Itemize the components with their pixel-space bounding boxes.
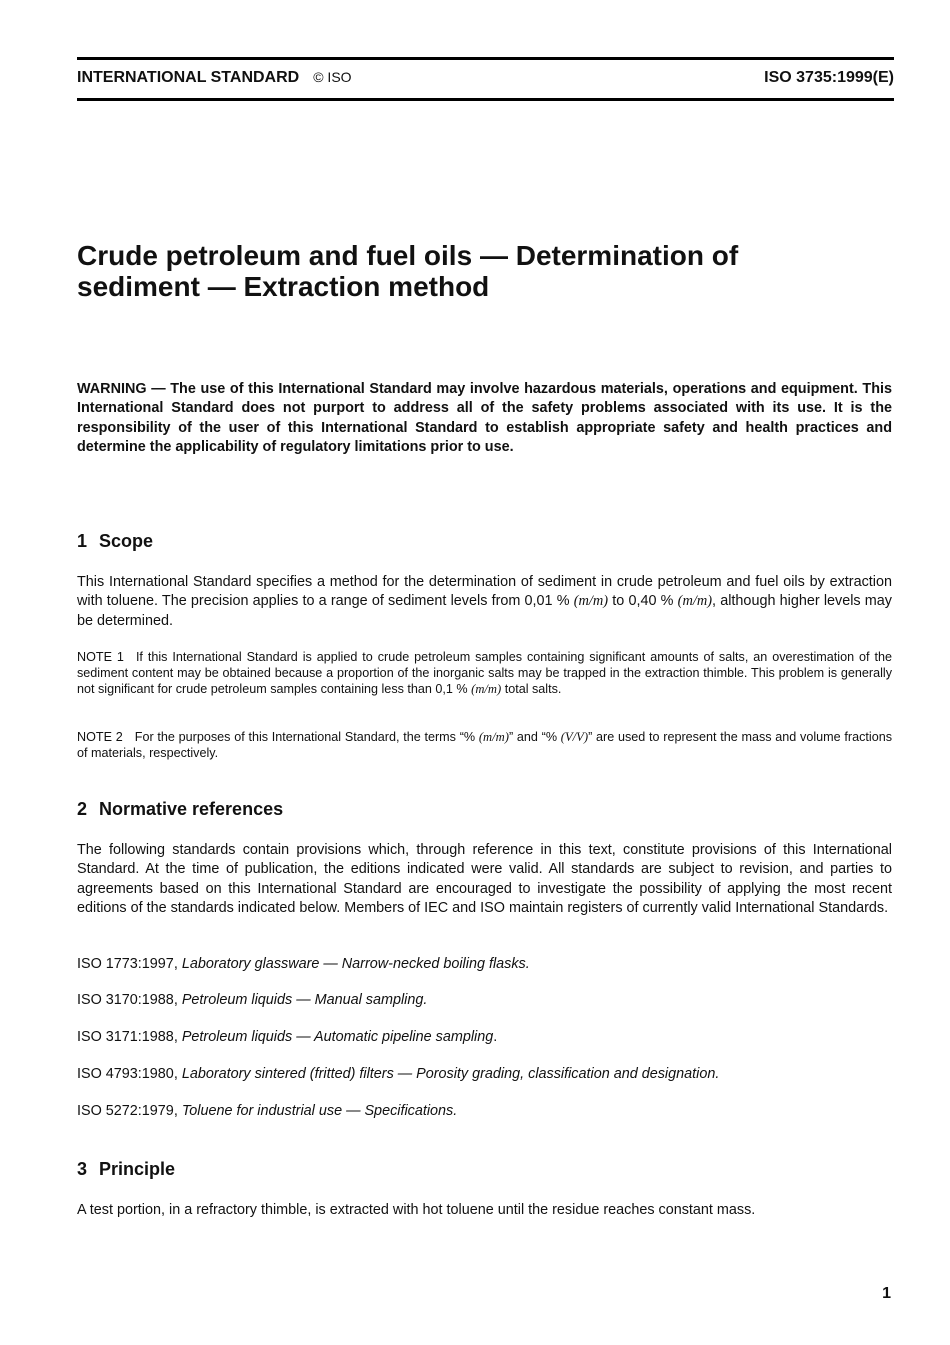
section-3-number: 3 [77, 1159, 88, 1179]
page-number: 1 [882, 1285, 891, 1302]
header-bottom-rule [77, 98, 894, 101]
section-3-title: Principle [99, 1159, 176, 1179]
reference-item: ISO 4793:1980, Laboratory sintered (fritted) filters — Porosity grading, classification and designation. [77, 1066, 720, 1082]
section-1-heading [77, 531, 153, 552]
section-1-title: Scope [99, 531, 154, 551]
note-1: NOTE 1 If this International Standard is applied to crude petroleum samples containing significant amounts of salts, an overestimation of the sediment content may be obtained because a proportion of the inorganic salts may be trapped in the extraction thimble. This problem is generally not significant for crude petroleum samples containing less than 0,1 % (m/m) total salts. [77, 650, 892, 696]
note-2-label: NOTE 2 [77, 730, 123, 744]
reference-item: ISO 5272:1979, Toluene for industrial use — Specifications. [77, 1103, 458, 1119]
header-top-rule [77, 57, 894, 60]
reference-item: ISO 1773:1997, Laboratory glassware — Narrow-necked boiling flasks. [77, 956, 530, 972]
reference-item: ISO 3171:1988, Petroleum liquids — Automatic pipeline sampling. [77, 1029, 498, 1045]
document-page [77, 0, 894, 1345]
section-2-heading [77, 799, 283, 820]
header-standard-number: ISO 3735:1999(E) [764, 69, 894, 86]
title-line-1: Crude petroleum and fuel oils — Determination of [77, 240, 739, 271]
section-1-number: 1 [77, 531, 88, 551]
section-3-heading [77, 1159, 175, 1180]
note-1-label: NOTE 1 [77, 650, 124, 664]
note-2: NOTE 2 For the purposes of this International Standard, the terms “% (m/m)” and “% (V/V)” are used to represent the mass and volume fractions of materials, respectively. [77, 730, 893, 760]
running-header [77, 69, 894, 91]
header-standard-type: INTERNATIONAL STANDARD © ISO [77, 69, 352, 86]
header-copyright: © ISO [313, 69, 352, 85]
title-line-2: sediment — Extraction method [77, 271, 490, 302]
normative-references-paragraph: The following standards contain provisions which, through reference in this text, constitute provisions of this International Standard. At the time of publication, the editions indicated were valid. All standards are subject to revision, and parties to agreements based on this International Standard are encouraged to investigate the possibility of applying the most recent editions of the standards indicated below. Members of IEC and ISO maintain registers of currently valid International Standards. [77, 842, 892, 917]
section-2-title: Normative references [99, 799, 284, 819]
safety-warning: WARNING — The use of this International Standard may involve hazardous materials, operations and equipment. This International Standard does not purport to address all of the safety problems associated with its use. It is the responsibility of the user of this International Standard to establish appropriate safety and health practices and determine the applicability of regulatory limitations prior to use. [77, 381, 892, 456]
principle-paragraph: A test portion, in a refractory thimble, is extracted with hot toluene until the residue reaches constant mass. [77, 1202, 756, 1218]
scope-paragraph: This International Standard specifies a method for the determination of sediment in crude petroleum and fuel oils by extraction with toluene. The precision applies to a range of sediment levels from 0,01 % (m/m) to 0,40 % (m/m), although higher levels may be determined. [77, 574, 892, 629]
section-2-number: 2 [77, 799, 88, 819]
reference-item: ISO 3170:1988, Petroleum liquids — Manual sampling. [77, 992, 428, 1008]
document-title [77, 240, 894, 302]
